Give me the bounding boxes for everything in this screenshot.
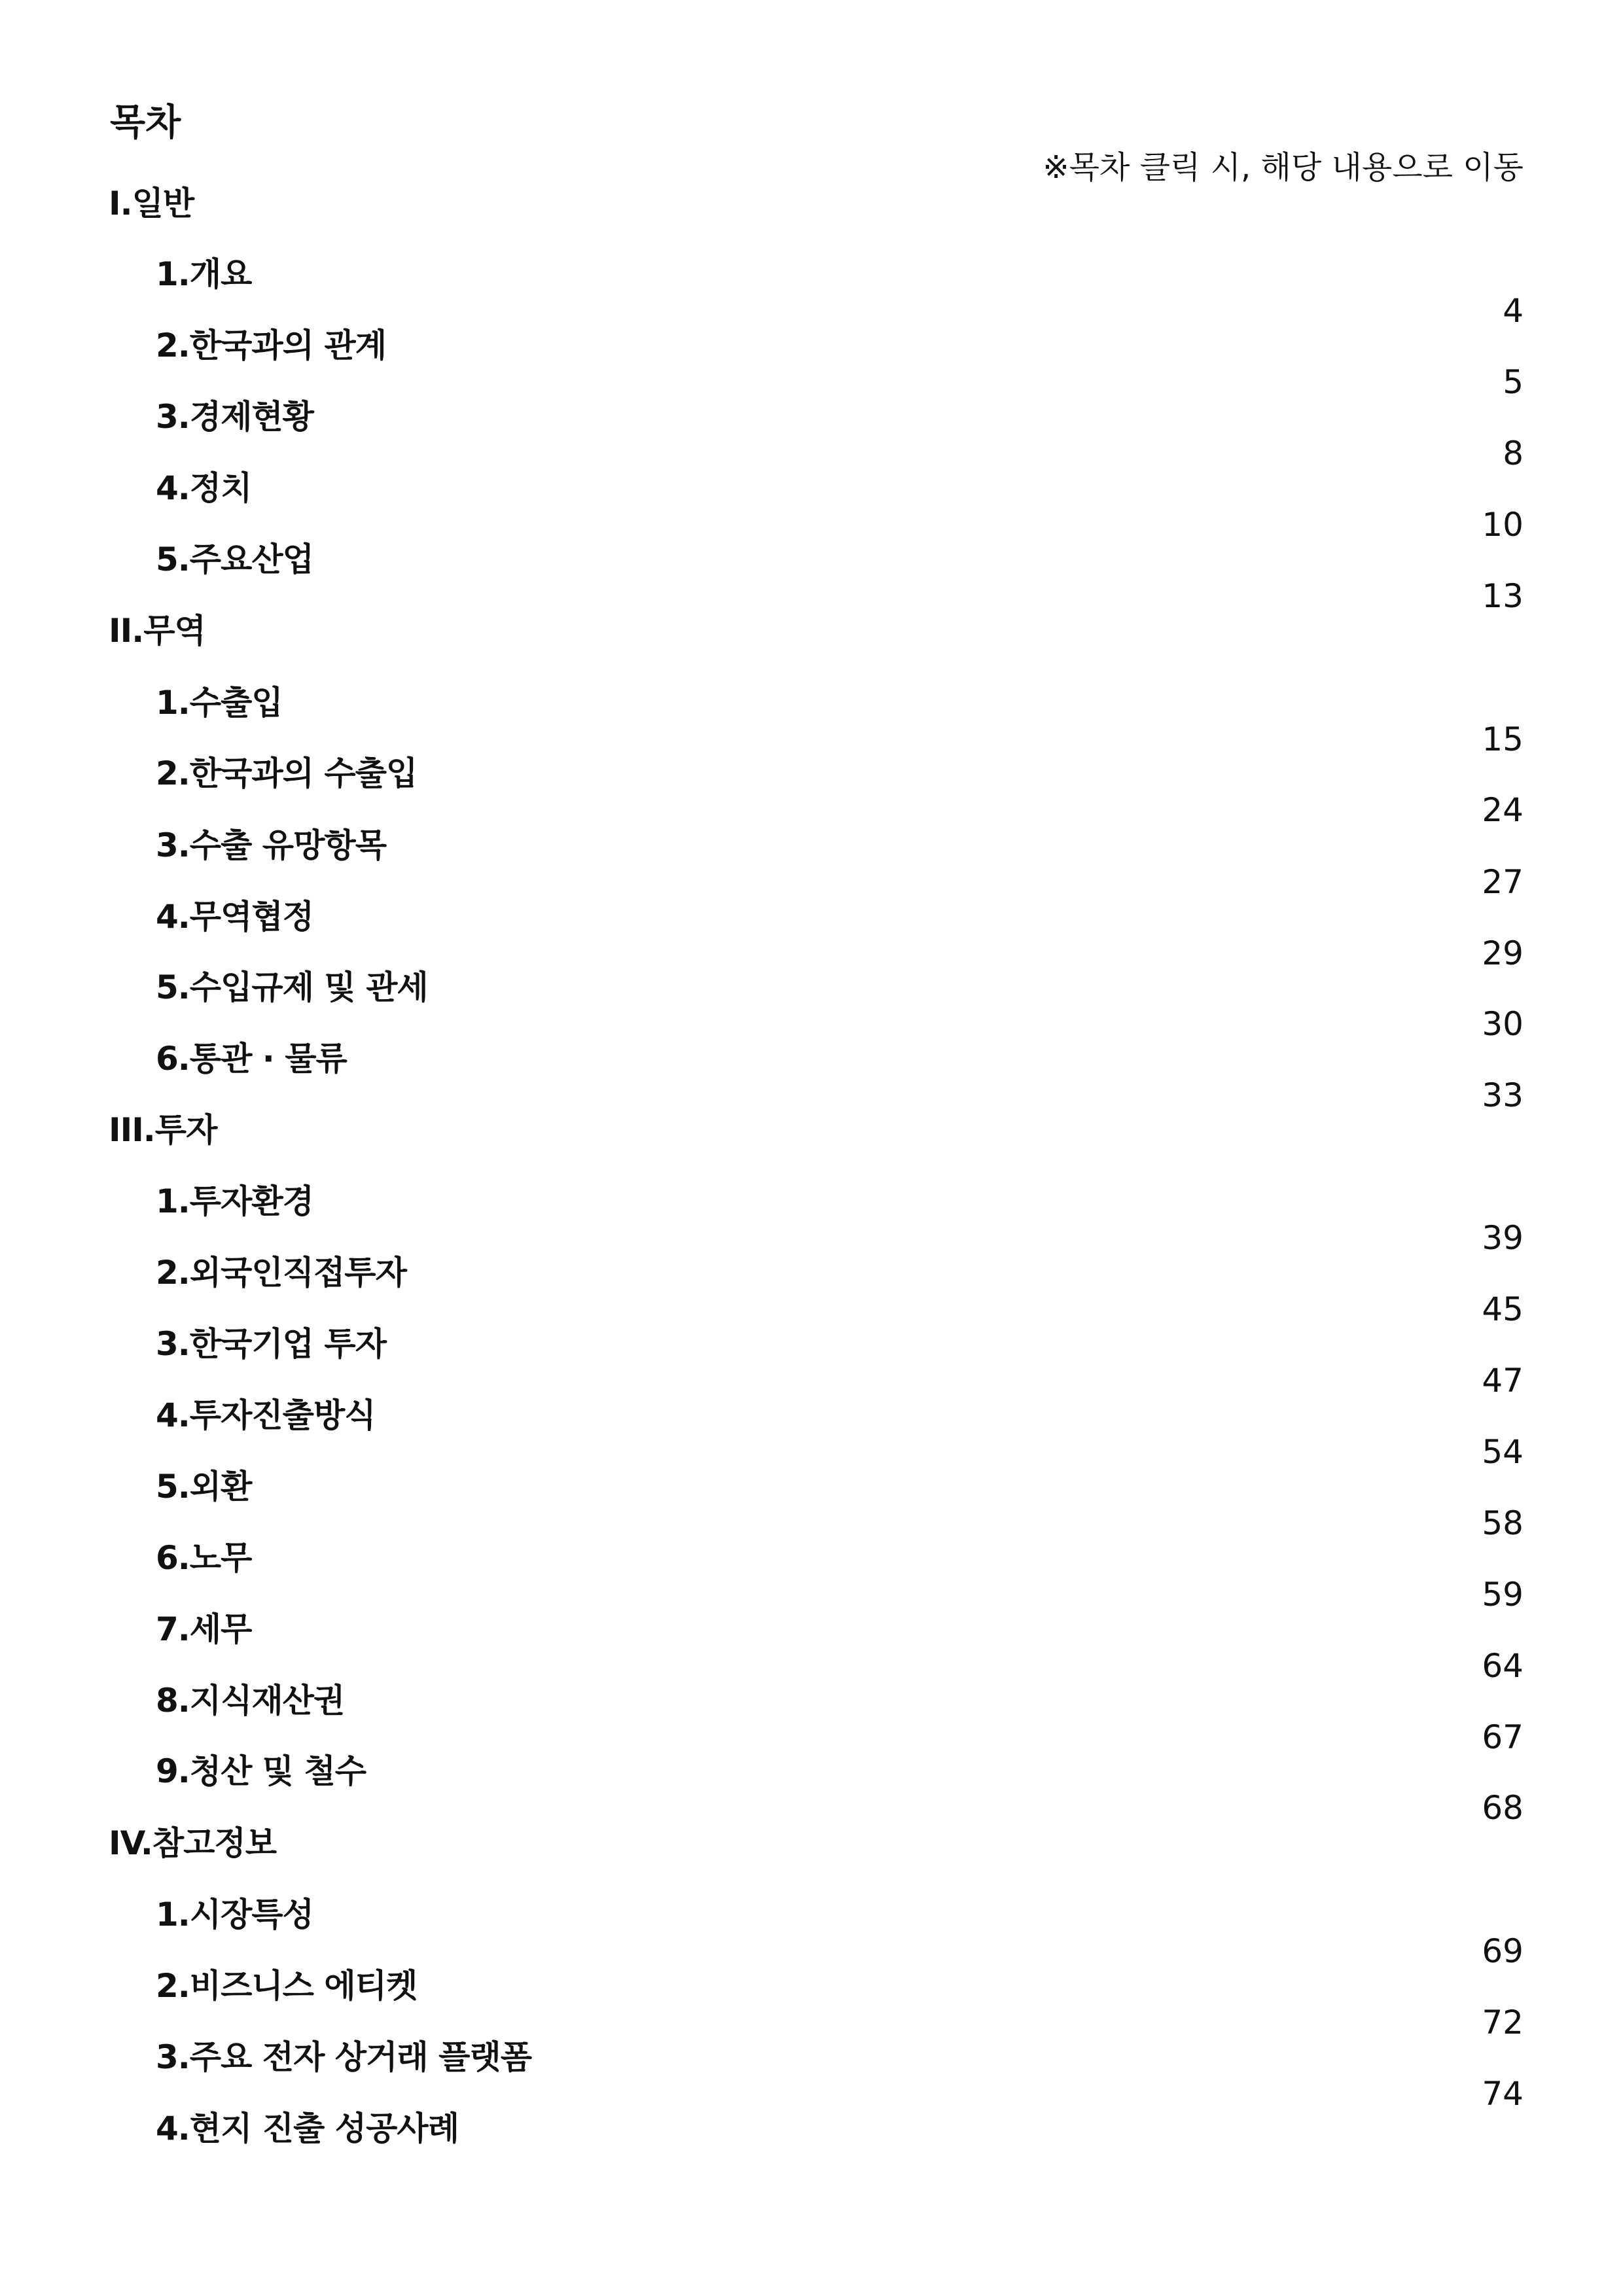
toc-page-number[interactable]: 59	[1482, 1576, 1524, 1614]
toc-page-number[interactable]: 10	[1482, 506, 1524, 544]
toc-item-major-industries[interactable]: 5.주요산업	[156, 540, 313, 578]
toc-item-trade-agreements[interactable]: 4.무역협정	[156, 898, 313, 936]
toc-section-reference[interactable]: IV.참고정보	[109, 1824, 277, 1862]
toc-item-overview[interactable]: 1.개요	[156, 255, 252, 293]
toc-item-labor[interactable]: 6.노무	[156, 1539, 252, 1577]
toc-section-investment[interactable]: III.투자	[109, 1111, 217, 1149]
click-note: ※목차 클릭 시, 해당 내용으로 이동	[1043, 149, 1524, 186]
toc-page-number[interactable]: 68	[1482, 1789, 1524, 1827]
toc-item-import-export[interactable]: 1.수출입	[156, 684, 283, 722]
toc-item-entry-methods[interactable]: 4.투자진출방식	[156, 1396, 376, 1434]
toc-page-number[interactable]: 74	[1482, 2075, 1524, 2113]
toc-page-number[interactable]: 4	[1503, 292, 1524, 330]
toc-page-number[interactable]: 15	[1482, 720, 1524, 758]
toc-item-success-cases[interactable]: 4.현지 진출 성공사례	[156, 2110, 459, 2147]
toc-page-number[interactable]: 72	[1482, 2004, 1524, 2041]
toc-item-import-regulations[interactable]: 5.수입규제 및 관세	[156, 968, 428, 1006]
toc-item-economy[interactable]: 3.경제현황	[156, 398, 313, 436]
toc-item-customs-logistics[interactable]: 6.통관 · 물류	[156, 1040, 347, 1078]
toc-page-number[interactable]: 45	[1482, 1290, 1524, 1328]
toc-item-business-etiquette[interactable]: 2.비즈니스 에티켓	[156, 1967, 418, 2005]
toc-page-number[interactable]: 54	[1482, 1433, 1524, 1471]
toc-section-general[interactable]: I.일반	[109, 185, 194, 222]
toc-page-number[interactable]: 67	[1482, 1718, 1524, 1756]
toc-item-liquidation[interactable]: 9.청산 및 철수	[156, 1752, 366, 1790]
toc-item-ip[interactable]: 8.지식재산권	[156, 1682, 345, 1720]
toc-item-promising-exports[interactable]: 3.수출 유망항목	[156, 826, 386, 864]
toc-page-number[interactable]: 8	[1503, 434, 1524, 472]
toc-page-number[interactable]: 69	[1482, 1932, 1524, 1970]
toc-page-number[interactable]: 39	[1482, 1219, 1524, 1257]
toc-page-number[interactable]: 29	[1482, 934, 1524, 972]
toc-page-number[interactable]: 47	[1482, 1362, 1524, 1400]
toc-item-tax[interactable]: 7.세무	[156, 1610, 252, 1648]
toc-item-korea-trade[interactable]: 2.한국과의 수출입	[156, 754, 418, 792]
toc-page-number[interactable]: 24	[1482, 791, 1524, 829]
toc-item-korean-investment[interactable]: 3.한국기업 투자	[156, 1325, 386, 1363]
page-title: 목차	[110, 101, 181, 144]
toc-item-korea-relations[interactable]: 2.한국과의 관계	[156, 327, 386, 364]
toc-item-investment-environment[interactable]: 1.투자환경	[156, 1182, 313, 1220]
toc-page-number[interactable]: 58	[1482, 1504, 1524, 1542]
toc-item-politics[interactable]: 4.정치	[156, 469, 252, 507]
toc-page-number[interactable]: 13	[1482, 577, 1524, 615]
toc-item-ecommerce-platforms[interactable]: 3.주요 전자 상거래 플랫폼	[156, 2038, 532, 2076]
toc-item-market-characteristics[interactable]: 1.시장특성	[156, 1896, 313, 1934]
toc-page-number[interactable]: 33	[1482, 1076, 1524, 1114]
toc-item-fdi[interactable]: 2.외국인직접투자	[156, 1254, 406, 1292]
toc-item-foreign-exchange[interactable]: 5.외환	[156, 1468, 252, 1506]
toc-page-number[interactable]: 5	[1503, 363, 1524, 401]
toc-page-number[interactable]: 30	[1482, 1005, 1524, 1043]
toc-page-number[interactable]: 27	[1482, 863, 1524, 901]
toc-section-trade[interactable]: II.무역	[109, 612, 205, 650]
toc-page-number[interactable]: 64	[1482, 1647, 1524, 1685]
